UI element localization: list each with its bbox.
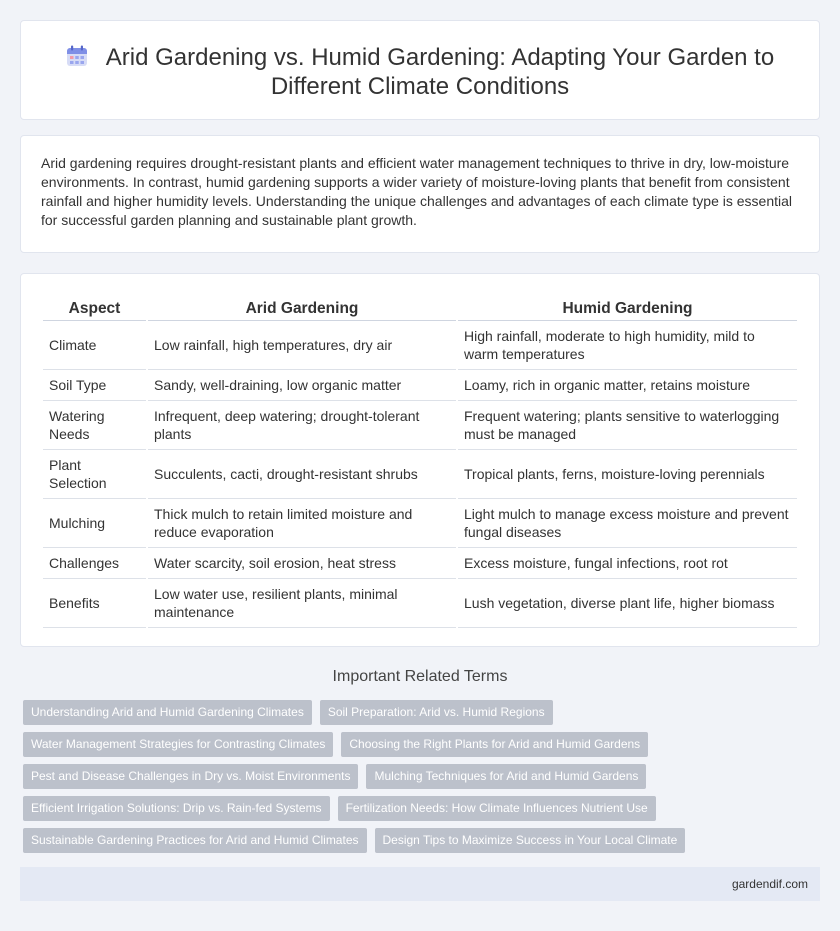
page-title bbox=[21, 43, 819, 101]
cell-aspect: Benefits bbox=[43, 579, 146, 628]
cell-aspect: Soil Type bbox=[43, 370, 146, 401]
related-term-tag[interactable]: Pest and Disease Challenges in Dry vs. Moist Environments bbox=[23, 764, 358, 789]
cell-arid: Low water use, resilient plants, minimal maintenance bbox=[148, 579, 456, 628]
related-term-tag[interactable]: Efficient Irrigation Solutions: Drip vs. Rain-fed Systems bbox=[23, 796, 330, 821]
cell-arid: Sandy, well-draining, low organic matter bbox=[148, 370, 456, 401]
intro-card bbox=[20, 135, 820, 253]
related-term-tag[interactable]: Fertilization Needs: How Climate Influences Nutrient Use bbox=[338, 796, 656, 821]
related-term-tag[interactable]: Water Management Strategies for Contrasting Climates bbox=[23, 732, 333, 757]
table-row bbox=[43, 579, 797, 628]
cell-aspect: Watering Needs bbox=[43, 401, 146, 450]
cell-humid: Tropical plants, ferns, moisture-loving perennials bbox=[458, 450, 797, 499]
header-aspect: Aspect bbox=[43, 294, 146, 321]
table-header-row bbox=[43, 294, 797, 321]
cell-aspect: Challenges bbox=[43, 548, 146, 579]
cell-arid: Water scarcity, soil erosion, heat stress bbox=[148, 548, 456, 579]
cell-arid: Low rainfall, high temperatures, dry air bbox=[148, 321, 456, 370]
related-term-tag[interactable]: Design Tips to Maximize Success in Your Local Climate bbox=[375, 828, 686, 853]
comparison-table-card bbox=[20, 273, 820, 647]
intro-paragraph: Arid gardening requires drought-resistant plants and efficient water management techniques to thrive in dry, low-moisture environments. In contrast, humid gardening supports a wider variety of moisture-loving plants that benefit from consistent rainfall and higher humidity levels. Understanding the unique challenges and advantages of each climate type is essential for successful garden planning and sustainable plant growth. bbox=[41, 155, 793, 228]
table-row bbox=[43, 450, 797, 499]
related-term-tag[interactable]: Choosing the Right Plants for Arid and Humid Gardens bbox=[341, 732, 648, 757]
title-text: Arid Gardening vs. Humid Gardening: Adapting Your Garden to Different Climate Conditions bbox=[105, 44, 775, 100]
cell-humid: Light mulch to manage excess moisture and prevent fungal diseases bbox=[458, 499, 797, 548]
table-row bbox=[43, 370, 797, 401]
related-terms-list bbox=[23, 700, 823, 860]
related-term-tag[interactable]: Mulching Techniques for Arid and Humid Gardens bbox=[366, 764, 646, 789]
cell-aspect: Plant Selection bbox=[43, 450, 146, 499]
cell-arid: Infrequent, deep watering; drought-tolerant plants bbox=[148, 401, 456, 450]
related-term-tag[interactable]: Sustainable Gardening Practices for Arid and Humid Climates bbox=[23, 828, 367, 853]
cell-aspect: Mulching bbox=[43, 499, 146, 548]
cell-arid: Succulents, cacti, drought-resistant shrubs bbox=[148, 450, 456, 499]
table-row bbox=[43, 401, 797, 450]
table-calendar-icon bbox=[66, 45, 88, 67]
cell-humid: Frequent watering; plants sensitive to waterlogging must be managed bbox=[458, 401, 797, 450]
comparison-table bbox=[41, 294, 799, 628]
table-row bbox=[43, 548, 797, 579]
related-terms-heading: Important Related Terms bbox=[332, 668, 508, 685]
header-humid: Humid Gardening bbox=[458, 294, 797, 321]
title-card bbox=[20, 20, 820, 120]
footer-site-link[interactable]: gardendif.com bbox=[731, 877, 808, 891]
cell-humid: Excess moisture, fungal infections, root rot bbox=[458, 548, 797, 579]
related-term-tag[interactable]: Soil Preparation: Arid vs. Humid Regions bbox=[320, 700, 553, 725]
cell-aspect: Climate bbox=[43, 321, 146, 370]
header-arid: Arid Gardening bbox=[148, 294, 456, 321]
cell-humid: High rainfall, moderate to high humidity, mild to warm temperatures bbox=[458, 321, 797, 370]
footer bbox=[20, 867, 820, 901]
table-row bbox=[43, 499, 797, 548]
table-row bbox=[43, 321, 797, 370]
cell-humid: Loamy, rich in organic matter, retains moisture bbox=[458, 370, 797, 401]
cell-arid: Thick mulch to retain limited moisture and reduce evaporation bbox=[148, 499, 456, 548]
cell-humid: Lush vegetation, diverse plant life, higher biomass bbox=[458, 579, 797, 628]
related-term-tag[interactable]: Understanding Arid and Humid Gardening Climates bbox=[23, 700, 312, 725]
